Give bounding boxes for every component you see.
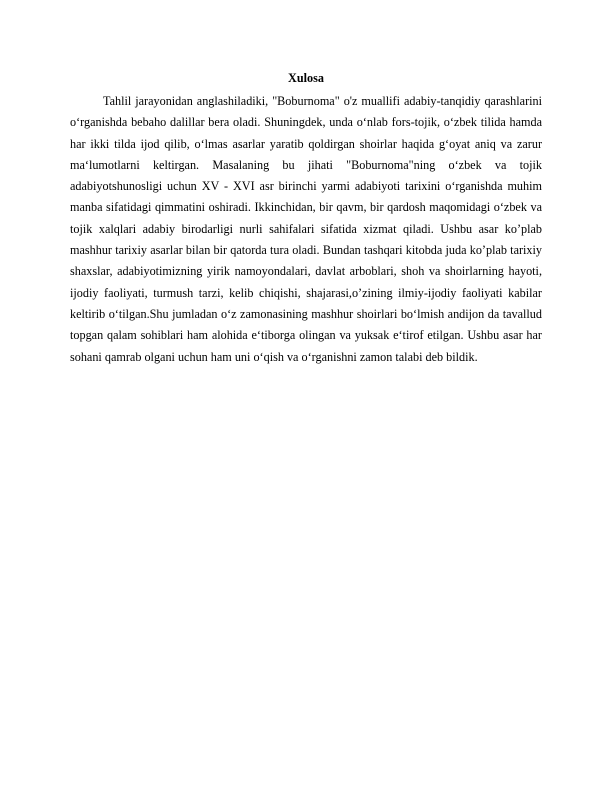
document-title: Xulosa xyxy=(288,71,324,85)
body-paragraph: Tahlil jarayonidan anglashiladiki, "Boburnoma" o'z muallifi adabiy-tanqidiy qarashlarini o‘rganishda bebaho dalillar bera oladi. Shuningdek, unda o‘nlab fors-tojik, o‘zbek tilida hamda har ikki tilda ijod qilib, o‘lmas asarlar yaratib qoldirgan shoirlar haqida g‘oyat aniq va zarur ma‘lumotlarni keltirgan. Masalaning bu jihati "Boburnoma"ning o‘zbek va tojik adabiyotshunosligi uchun XV - XVI asr birinchi yarmi adabiyoti tarixini o‘rganishda muhim manba sifatidagi qimmatini oshiradi. Ikkinchidan, bir qavm, bir qardosh maqomidagi o‘zbek va tojik xalqlari adabiy birodarligi nurli sahifalari sifatida xizmat qiladi. Ushbu asar ko’plab mashhur tarixiy asarlar bilan bir qatorda tura oladi. Bundan tashqari kitobda juda ko’plab tarixiy shaxslar, adabiyotimizning yirik namoyondalari, davlat arboblari, shoh va shoirlarning hayoti, ijodiy faoliyati, turmush tarzi, kelib chiqishi, shajarasi,o’zining ilmiy-ijodiy faoliyati kabilar keltirib o‘tilgan.Shu jumladan o‘z zamonasining mashhur shoirlari bo‘lmish andijon da tavallud topgan qalam sohiblari ham alohida e‘tiborga olingan va yuksak e‘tirof etilgan. Ushbu asar har sohani qamrab olgani uchun ham uni o‘qish va o‘rganishni zamon talabi deb bildik. xyxy=(70,94,542,364)
document-content xyxy=(70,66,542,368)
